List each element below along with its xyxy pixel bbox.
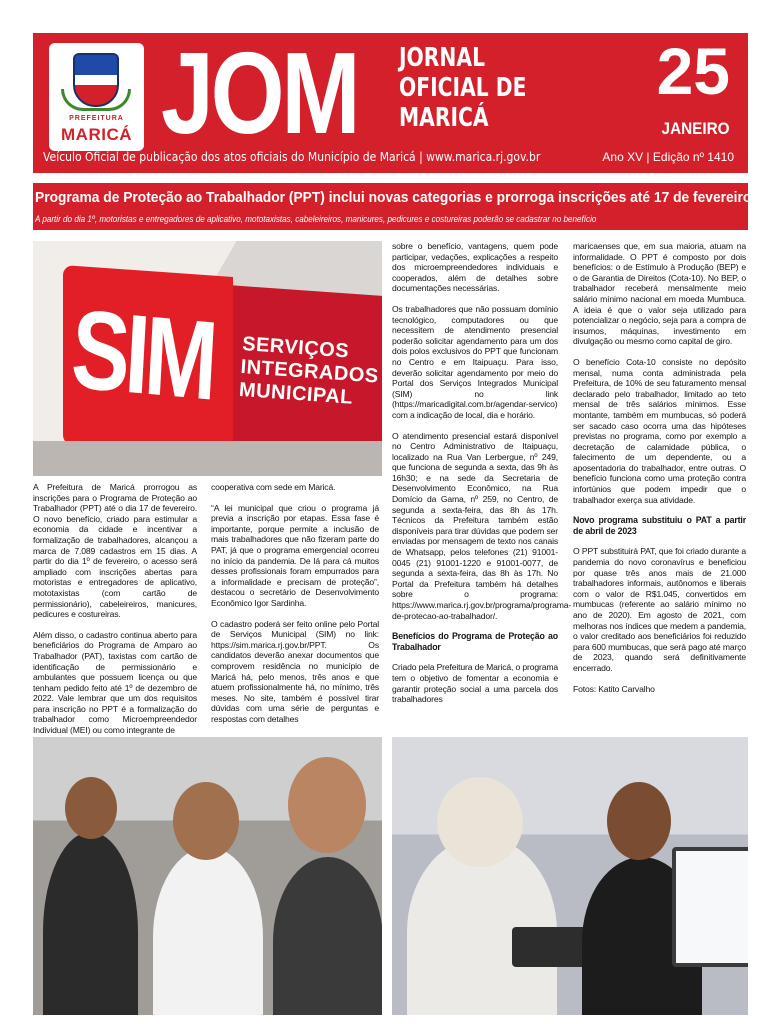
paragraph: “A lei municipal que criou o programa já previa a inscrição por etapas. Essa fase é importante, porque permite a inclusão de mais trabalhadores que não fizeram parte do PAT, já que o programa emergencial ocorreu no início da pandemia. De lá para cá muitos desses profissionais foram empurrados para a informalidade e precisam de proteção”, destacou o secretário de Desenvolvimento Econômico Igor Sardinha.	[211, 502, 379, 608]
article-headline: Programa de Proteção ao Trabalhador (PPT) inclui novas categorias e prorroga inscrições até 17 de fevereiro	[35, 189, 752, 206]
paragraph: Criado pela Prefeitura de Maricá, o programa tem o objetivo de fomentar a economia e garantir proteção social a uma parcela dos trabalhadores	[392, 662, 558, 705]
journal-title	[399, 43, 526, 133]
article-column-4	[573, 241, 746, 704]
journal-title-line: OFICIAL DE	[399, 73, 527, 103]
journal-title-line: MARICÁ	[399, 103, 489, 133]
photo-floor	[33, 441, 382, 476]
attendant-desk-photo	[392, 737, 748, 1015]
article-column-3	[392, 241, 572, 715]
sim-wall-line: SERVIÇOS	[241, 333, 350, 363]
brand-mark: JOM	[161, 33, 358, 158]
paragraph: O PPT substituirá PAT, que foi criado durante a pandemia do novo coronavírus e beneficiou por quase três anos mais de 21.000 trabalhadores informais, autônomos e liberais com o valor de R$1.045, convertidos em mumbucas (referente ao salário mínimo no ano de 2020). Em agosto de 2021, com melhoras nos índices que medem a pandemia, o valor creditado aos beneficiários foi reduzido para 600 mumbucas, que será pago até março de 2023, quando será definitivamente encerrado.	[573, 546, 746, 673]
sim-wall-line: INTEGRADOS	[239, 355, 380, 388]
sim-wall-text	[238, 333, 381, 411]
person-figure	[153, 847, 263, 1015]
paragraph: O atendimento presencial estará disponível no Centro Administrativo de Itaipuaçu, localizado na Rua Van Lerbergue, nº 249, que funciona de segunda a sexta, das 9h às 16h30; e na sede da Secretaria de Desenvolvimento Econômico, na Rua Domício da Gama, nº 259, no Centro, de segunda a sexta-feira, das 8h às 17h. Técnicos da Prefeitura também estão disponíveis para tirar dúvidas que podem ser enviadas por mensagem de texto nos canais de Whatsapp, pelos telefones (21) 91001-0045 (21) 91001-1220 e 91001-0077, de segunda a sexta-feira, das 8h às 17h. No Portal da Prefeitura também há detalhes sobre o programa: https://www.marica.rj.gov.br/programa/programa-de-protecao-ao-trabalhador/.	[392, 430, 572, 621]
laurel-wreath-icon	[61, 89, 131, 111]
person-head	[607, 782, 671, 860]
sim-wall-line: MUNICIPAL	[238, 378, 354, 409]
paragraph: cooperativa com sede em Maricá.	[211, 482, 336, 492]
tagline: Veículo Oficial de publicação dos atos oficiais do Município de Maricá | www.marica.rj.gov.br	[43, 150, 541, 164]
sim-sign-letters: SIM	[68, 286, 217, 424]
article-column-2	[211, 482, 379, 734]
person-figure	[273, 857, 382, 1015]
paragraph: A Prefeitura de Maricá prorrogou as inscrições para o Programa de Proteção ao Trabalhador (PPT) até o dia 17 de fevereiro. O novo benefício, criado para estimular a economia da cidade e incentivar a formalização de trabalhadores, alcançou a marca de 7.089 cadastros em 15 dias. A partir do dia 1º de fevereiro, o acesso será ampliado com inscrições abertas para motoristas e entregadores de aplicativo, mototaxistas (com cartão de permissionário), cabeleireiros, manicures, pedicures e costureiras.	[33, 482, 197, 620]
sim-office-photo	[33, 241, 382, 476]
person-head	[437, 777, 523, 867]
headline-band	[33, 183, 752, 230]
logo-prefix: PREFEITURA	[69, 115, 124, 122]
logo-city: MARICÁ	[61, 125, 132, 144]
person-head	[288, 757, 366, 853]
paragraph: O cadastro poderá ser feito online pelo Portal de Serviços Municipal (SIM) no link: https://sim.marica.rj.gov.br/PPT. Os candidatos deverão anexar documentos que comprovem residência no município de Maricá há, pelo menos, três anos e que atuem profissionalmente há, no mínimo, três meses. No site, também é possível tirar dúvidas com uma série de perguntas e respostas com detalhes	[211, 618, 379, 724]
person-head	[173, 782, 239, 860]
photo-credit: Fotos: Katito Carvalho	[573, 683, 655, 694]
article-subhead: A partir do dia 1º, motoristas e entregadores de aplicativo, mototaxistas, cabeleireiros, manicures, pedicures e costureiras poderão se cadastrar no benefício	[35, 214, 597, 224]
person-figure	[43, 832, 138, 1015]
paragraph: sobre o benefício, vantagens, quem pode participar, vedações, explicações a respeito dos microempreendedores individuais e cooperados, além de detalhes sobre documentações necessárias.	[392, 241, 558, 294]
section-heading: Benefícios do Programa de Proteção ao Trabalhador	[392, 631, 558, 652]
paragraph: Além disso, o cadastro continua aberto para beneficiários do Programa de Amparo ao Trabalhador (PAT), taxistas com cartão de identificação de permissionário e ambulantes que possuem licença ou que tenham pedido feito até 1º de dezembro de 2022. Vale lembrar que um dos requisitos para inscrição no PPT é a formalização do trabalhador como Microempreendedor Individual (MEI) ou como integrante de	[33, 629, 197, 736]
computer-monitor	[672, 847, 748, 967]
masthead	[33, 33, 748, 173]
service-queue-photo	[33, 737, 382, 1015]
journal-title-line: JORNAL	[399, 43, 485, 73]
paragraph: O benefício Cota-10 consiste no depósito mensal, numa conta administrada pela Prefeitura, de 10% de seu faturamento mensal declarado pelo trabalhador, limitado ao teto mensal de três salários mínimos. Esse montante, também em mumbucas, só poderá ser sacado caso ocorra uma das hipóteses previstas no programa, como por exemplo a decretação de calamidade pública, o falecimento de um dependente, ou a aposentadoria do trabalhador, entre outras. O benefício funciona como uma proteção contra infortúnios que podem impedir que o trabalhador exerça sua atividade.	[573, 356, 746, 505]
marica-logo	[49, 43, 144, 151]
issue-day: 25	[656, 34, 730, 108]
section-heading: Novo programa substituiu o PAT a partir de abril de 2023	[573, 515, 746, 536]
issue-month: JANEIRO	[661, 119, 730, 138]
paragraph: Os trabalhadores que não possuam domínio tecnológico, computadores ou que necessitem de atendimento presencial poderão solicitar agendamento para um dos dois polos exclusivos do PPT que funcionam no Centro e em Itaipuaçu. Para isso, deverão solicitar agendamento por meio do Portal dos Serviços Integrados Municipal (SIM) no link (https://maricadigital.com.br/agendar-servico) com a indicação de local, dia e horário.	[392, 303, 558, 420]
edition-number: Ano XV | Edição nº 1410	[602, 150, 734, 164]
article-column-1	[33, 482, 197, 746]
paragraph: maricaenses que, em sua maioria, atuam na informalidade. O PPT é composto por dois benefícios: o de Estímulo à Produção (BEP) e o de Garantia de Direitos (Cota-10). No BEP, o trabalhador receberá mensalmente meio salário mínimo nacional em moeda Mumbuca. A ideia é que o valor seja utilizado para potencializar o negócio, seja para a compra de insumos, máquinas, investimento em divulgação ou mesmo como capital de giro.	[573, 241, 746, 347]
person-head	[65, 777, 117, 839]
